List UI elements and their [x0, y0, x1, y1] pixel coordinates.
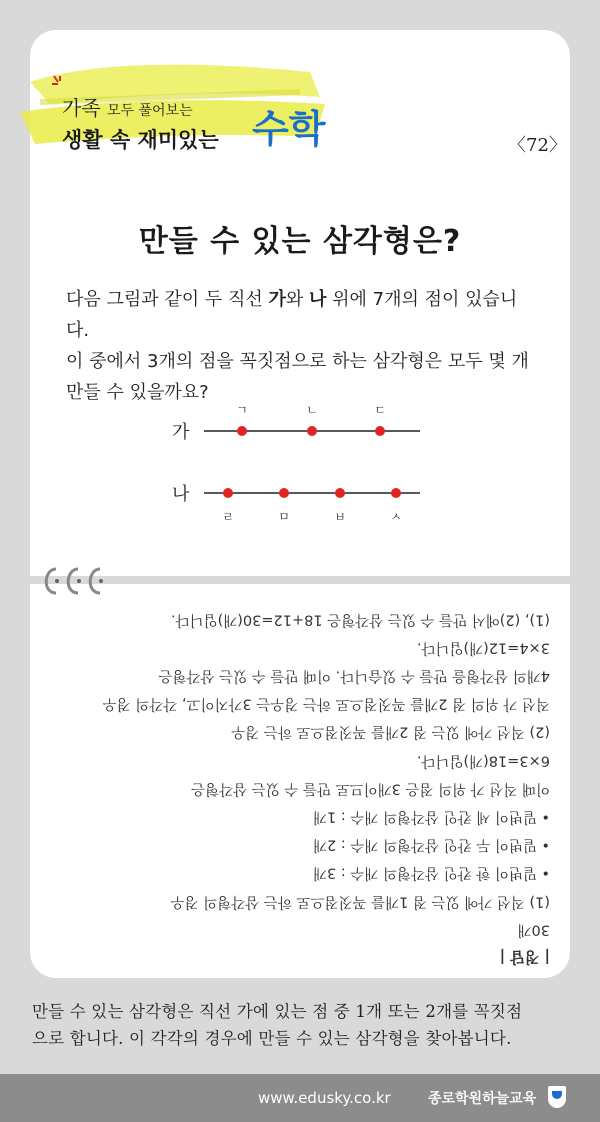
lines-diagram: [160, 395, 440, 535]
bottom-point-label: ㅁ: [278, 510, 290, 524]
line-ga-label: 가: [172, 422, 190, 443]
answer-line: • 밑변이 세 칸인 삼각형의 개수 : 1개: [312, 808, 550, 825]
answer-line: 3×4=12(개)입니다.: [416, 639, 550, 656]
brand-logo-icon: [548, 1086, 566, 1108]
bottom-point: [223, 488, 233, 498]
answer-line: 4개의 삼각형을 만들 수 있습니다. 이때 만들 수 있는 삼각형은: [158, 667, 550, 684]
answer-line: (2) 직선 가에 있는 점 2개를 꼭짓점으로 하는 경우: [231, 724, 550, 741]
answer-upside-down: [60, 605, 550, 972]
hint-line-1: 만들 수 있는 삼각형은 직선 가에 있는 점 중 1개 또는 2개를 꼭짓점: [32, 1002, 523, 1021]
series-title-line2: 생활 속 재미있는: [62, 127, 219, 152]
answer-line: • 밑변이 한 칸인 삼각형의 개수 : 3개: [312, 865, 550, 882]
page-title: 만들 수 있는 삼각형은?: [138, 224, 462, 259]
question-line-3: 만들 수 있을까요?: [66, 382, 209, 403]
top-point: [375, 426, 385, 436]
hint-line-2: 으로 합니다. 이 각각의 경우에 만들 수 있는 삼각형을 찾아봅니다.: [32, 1029, 512, 1048]
answer-line: (1), (2)에서 만들 수 있는 삼각형은 18+12=30(개)입니다.: [170, 611, 550, 628]
bottom-point: [391, 488, 401, 498]
top-point: [307, 426, 317, 436]
brand-name: 종로학원하늘교육: [428, 1091, 537, 1107]
answer-total: 30개: [517, 921, 550, 938]
spark-icon: [50, 74, 70, 94]
answer-line: (1) 직선 가에 있는 점 1개를 꼭짓점으로 하는 삼각형의 경우: [170, 893, 550, 910]
answer-heading: | 정답 |: [499, 948, 550, 967]
website-link[interactable]: www.edusky.co.kr: [258, 1089, 391, 1107]
bottom-point-label: ㅂ: [334, 510, 346, 524]
bottom-point-label: ㅅ: [390, 510, 402, 524]
hint-text: [32, 998, 572, 1052]
binder-rings-icon: [38, 563, 118, 599]
top-point-label: ㄱ: [236, 403, 248, 417]
question-text: [66, 284, 536, 408]
episode-number: 〈72〉: [508, 135, 567, 156]
bottom-point-label: ㄹ: [222, 510, 234, 524]
top-point-label: ㄷ: [374, 403, 386, 417]
line-na-label: 나: [172, 484, 190, 505]
series-title-line1: 가족 모두 풀어보는: [62, 96, 193, 120]
series-subject: 수학: [252, 107, 326, 151]
answer-line: • 밑변이 두 칸인 삼각형의 개수 : 2개: [312, 836, 550, 853]
question-line-2: 이 중에서 3개의 점을 꼭짓점으로 하는 삼각형은 모두 몇 개: [66, 351, 529, 372]
answer-line: 6×3=18(개)입니다.: [416, 752, 550, 769]
footer-bar: [0, 1074, 600, 1122]
question-line-1: 다음 그림과 같이 두 직선 가와 나 위에 7개의 점이 있습니다.: [66, 289, 518, 341]
top-point: [237, 426, 247, 436]
top-point-label: ㄴ: [306, 403, 318, 417]
answer-line: 이때 직선 가 위의 점은 3개이므로 만들 수 있는 삼각형은: [191, 780, 550, 797]
answer-line: 직선 가 위의 점 2개를 꼭짓점으로 하는 경우는 3가지이고, 각각의 경우: [102, 695, 550, 712]
bottom-point: [279, 488, 289, 498]
bottom-point: [335, 488, 345, 498]
